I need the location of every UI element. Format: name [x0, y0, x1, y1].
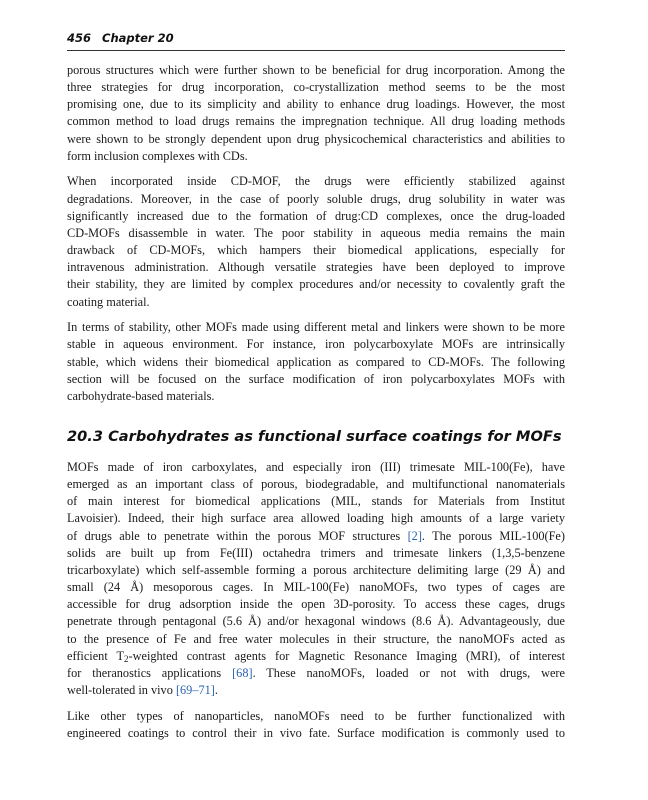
- paragraph: [67, 319, 565, 405]
- text-line: porous structures which were further shown to be beneficial for drug incorporation. Among the: [67, 63, 565, 77]
- text-segment: -weighted contrast agents for Magnetic Resonance Imaging (MRI), of interest: [128, 648, 565, 663]
- header-rule: [67, 50, 565, 51]
- text-line: small (24 Å) mesoporous cages. In MIL-100(Fe) nanoMOFs, two types of cages are: [67, 580, 565, 595]
- text-line: form inclusion complexes with CDs.: [67, 148, 248, 163]
- text-line: In terms of stability, other MOFs made using different metal and linkers were shown to be more: [67, 320, 565, 335]
- citation-link[interactable]: [69–71]: [175, 683, 215, 697]
- text-segment: efficient T: [67, 648, 125, 663]
- text-line: penetrate through pentagonal (5.6 Å) and/or hexagonal windows (8.6 Å). Advantageously, due: [67, 614, 565, 629]
- page-body: [67, 62, 565, 750]
- citation-link[interactable]: [2]: [407, 528, 422, 543]
- text-line: stable, which widens their biomedical application as compared to CD-MOFs. The following: [67, 354, 565, 369]
- text-segment: for theranostics applications: [67, 665, 233, 680]
- text-line: coating material.: [67, 294, 150, 309]
- text-segment: of drugs able to penetrate within the porous MOF structures: [67, 528, 408, 543]
- section-heading: 20.3 Carbohydrates as functional surface coatings for MOFs: [67, 427, 562, 445]
- text-line: three strategies for drug incorporation, co-crystallization method seems to be the most: [67, 80, 565, 95]
- text-line: to the presence of Fe and free water molecules in their structure, the nanoMOFs acted as: [67, 631, 565, 646]
- text-segment: . These nanoMOFs, loaded or not with drugs, were: [252, 665, 565, 680]
- text-segment: . The porous MIL-100(Fe): [421, 528, 565, 543]
- running-header: [67, 30, 565, 50]
- text-segment: well-tolerated in vivo: [67, 683, 176, 697]
- chapter-label: Chapter 20: [102, 31, 174, 45]
- text-line: MOFs made of iron carboxylates, and especially iron (III) trimesate MIL-100(Fe), have: [67, 459, 565, 474]
- text-line: [67, 665, 565, 682]
- paragraph: [67, 173, 565, 310]
- text-line: promising one, due to its simplicity and ability to enhance drug loadings. However, the most: [67, 97, 565, 112]
- text-line: common method to load drugs remains the impregnation technique. All drug loading methods: [67, 114, 565, 129]
- text-line: of main interest for biomedical applications (MIL, stands for Materials from Institut: [67, 494, 565, 509]
- text-line: carbohydrate-based materials.: [67, 388, 215, 403]
- text-line: engineered coatings to control their in vivo fate. Surface modification is commonly used to: [67, 725, 565, 740]
- text-line: When incorporated inside CD-MOF, the drugs were efficiently stabilized against: [67, 174, 565, 189]
- text-line: solids are built up from Fe(III) octahedra trimers and trimesate linkers (1,3,5-benzene: [67, 545, 565, 560]
- citation-link[interactable]: [68]: [232, 665, 253, 680]
- text-line: intravenous administration. Although versatile strategies have been deployed to improve: [67, 260, 565, 275]
- text-line: were shown to be strongly dependent upon drug physicochemical characteristics and abilities to: [67, 131, 565, 146]
- text-line: CD-MOFs disassemble in water. The poor stability in aqueous media remains the main: [67, 225, 565, 240]
- paragraph: [67, 62, 565, 165]
- text-line: degradations. Moreover, in the case of poorly soluble drugs, drug solubility in water was: [67, 191, 565, 206]
- page-number: 456: [67, 31, 92, 45]
- text-line: emerged as an important class of porous, biodegradable, and multifunctional nanomaterials: [67, 477, 565, 492]
- subscript: 2: [124, 653, 129, 664]
- paragraph: [67, 708, 565, 742]
- text-line: Like other types of nanoparticles, nanoMOFs need to be further functionalized with: [67, 708, 565, 723]
- text-line: [67, 682, 565, 699]
- text-line: stable in aqueous environment. For instance, iron polycarboxylate MOFs are intrinsically: [67, 337, 565, 352]
- text-line: significantly increased due to the formation of drug:CD complexes, once the drug-loaded: [67, 208, 565, 223]
- text-line: Lavoisier). Indeed, their high surface area allowed loading high amounts of a large variety: [67, 511, 565, 526]
- text-segment: .: [214, 683, 218, 697]
- text-line: tricarboxylate) which self-assemble forming a porous architecture delimiting large (29 Å) and: [67, 562, 565, 577]
- text-line: accessible for drug adsorption inside the open 3D-porosity. To access these cages, drugs: [67, 597, 565, 612]
- text-line: section will be focused on the surface modification of iron polycarboxylates MOFs with: [67, 371, 565, 386]
- text-line: their stability, they are limited by complex procedures and/or necessity to covalently graft the: [67, 277, 565, 292]
- text-line: [67, 648, 565, 665]
- text-line: drawback of CD-MOFs, which hampers their biomedical applications, especially for: [67, 243, 565, 258]
- text-line: [67, 528, 565, 545]
- paragraph: [67, 459, 565, 699]
